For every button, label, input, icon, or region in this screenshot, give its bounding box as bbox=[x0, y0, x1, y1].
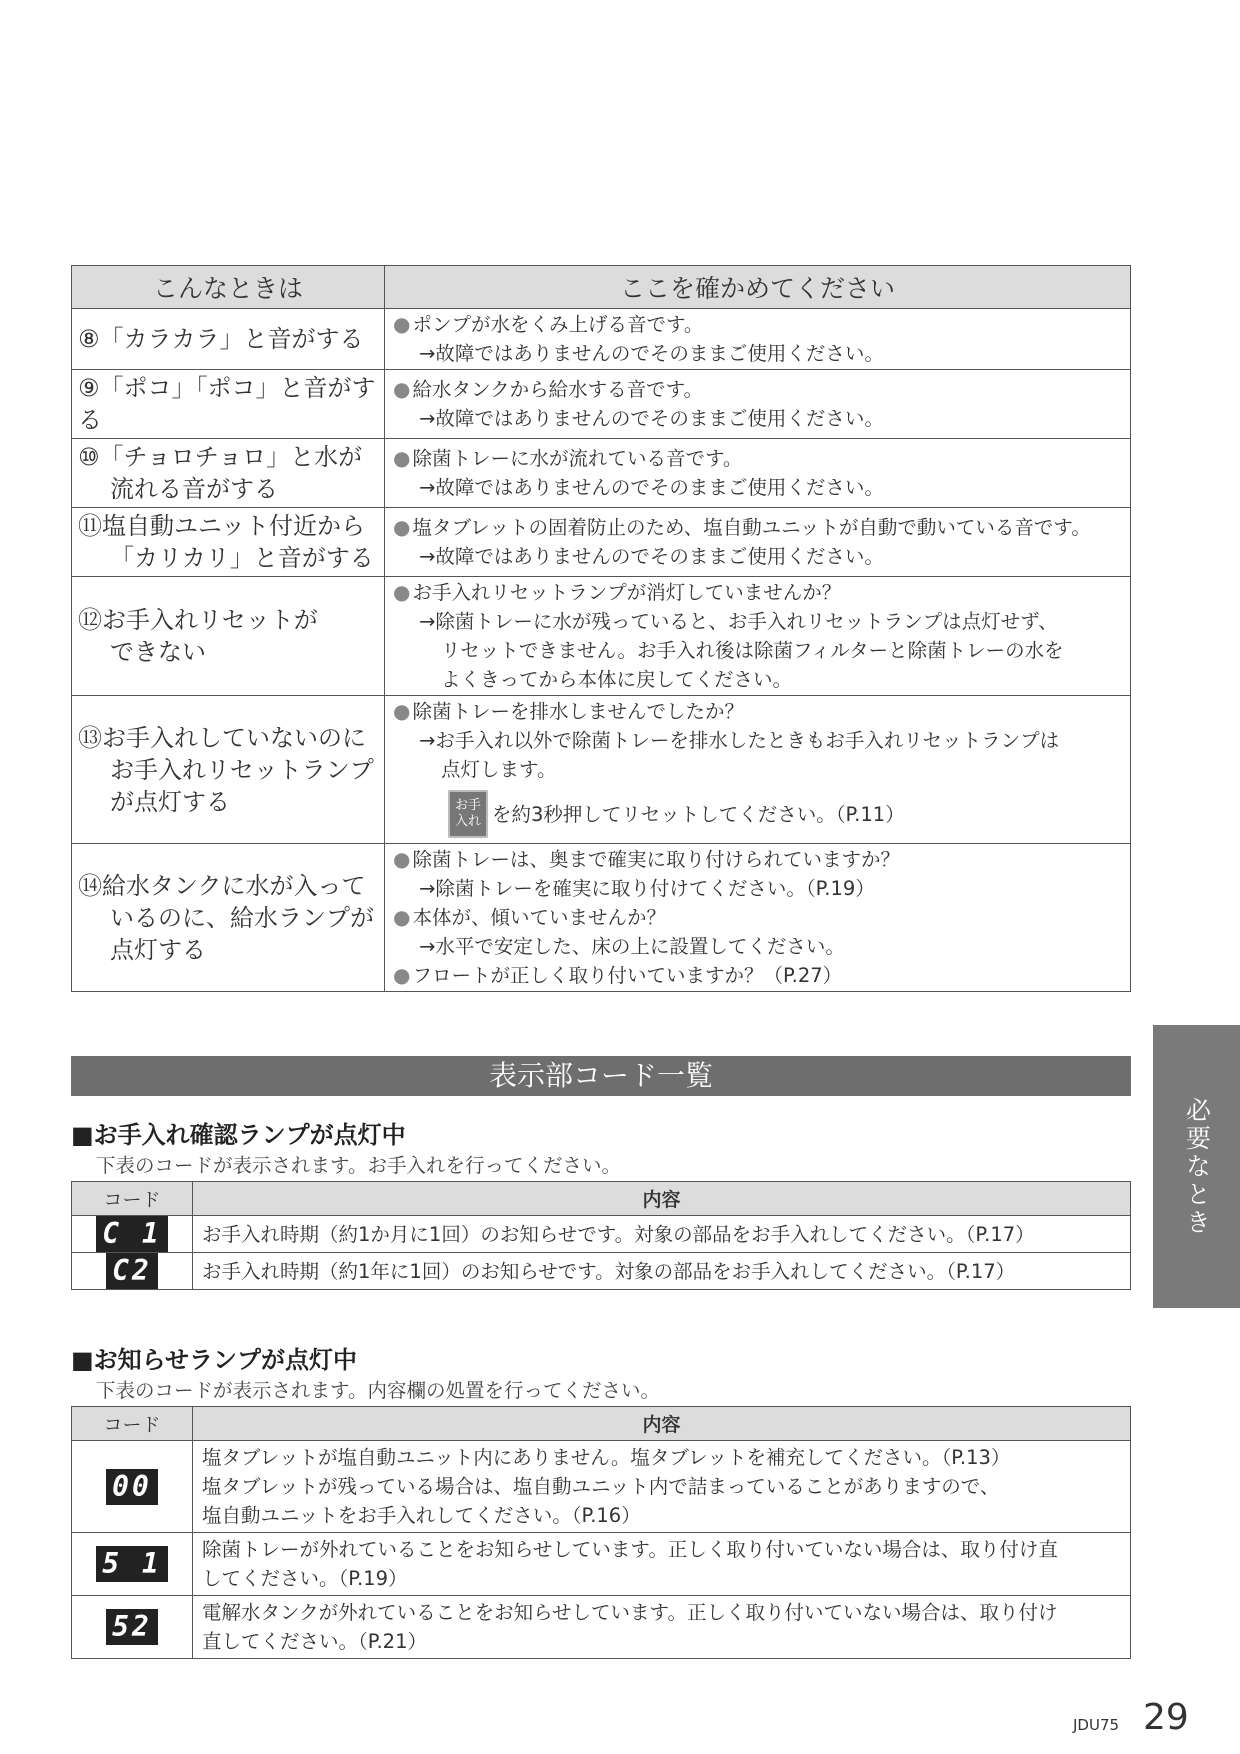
arrow-item bbox=[393, 404, 1124, 433]
check-cell bbox=[385, 844, 1131, 992]
arrow-item bbox=[393, 607, 1124, 694]
arrow-line: →故障ではありませんのでそのままご使用ください。 bbox=[419, 476, 884, 499]
code-cell bbox=[72, 1253, 193, 1290]
page-number: 29 bbox=[1143, 1697, 1189, 1738]
arrow-line: →除菌トレーを確実に取り付けてください。（P.19） bbox=[419, 877, 875, 900]
check-cell bbox=[385, 696, 1131, 844]
content-line: 直してください。（P.21） bbox=[202, 1630, 427, 1653]
symptom-cell bbox=[72, 309, 385, 370]
notice-code-table bbox=[71, 1406, 1131, 1659]
bullet-text: ポンプが水をくみ上げる音です。 bbox=[412, 313, 704, 336]
check-cell bbox=[385, 309, 1131, 370]
segment-display-code: 52 bbox=[106, 1609, 158, 1645]
bullet-text: 除菌トレーは、奥まで確実に取り付けられていますか？ bbox=[412, 848, 900, 871]
bullet-item bbox=[393, 845, 1124, 874]
bullet-icon: ● bbox=[393, 446, 411, 470]
code-cell bbox=[72, 1596, 193, 1659]
check-cell bbox=[385, 439, 1131, 508]
segment-display-code: C 1 bbox=[96, 1216, 168, 1252]
content-cell bbox=[193, 1596, 1131, 1659]
segment-display-code: 5 1 bbox=[96, 1546, 168, 1582]
bullet-icon: ● bbox=[393, 312, 411, 336]
symptom-cell bbox=[72, 370, 385, 439]
col-code: コード bbox=[72, 1182, 193, 1216]
bullet-text: 除菌トレーを排水しませんでしたか？ bbox=[412, 700, 744, 723]
content-line: お手入れ時期（約1年に1回）のお知らせです。対象の部品をお手入れしてください。（P.17） bbox=[202, 1259, 1016, 1283]
content-line: お手入れ時期（約1か月に1回）のお知らせです。対象の部品をお手入れしてください。（P.17） bbox=[202, 1222, 1035, 1246]
segment-display-code: C2 bbox=[106, 1253, 158, 1289]
check-cell bbox=[385, 508, 1131, 577]
symptom-line: 流れる音がする bbox=[110, 475, 278, 503]
table-row bbox=[72, 577, 1131, 696]
check-cell bbox=[385, 370, 1131, 439]
content-line: 除菌トレーが外れていることをお知らせしています。正しく取り付いていない場合は、取り付け直 bbox=[202, 1538, 1058, 1561]
model-number: JDU75 bbox=[1073, 1716, 1120, 1734]
arrow-line: →除菌トレーに水が残っていると、お手入れリセットランプは点灯せず、 bbox=[419, 610, 1058, 633]
symptom-line: 「カリカリ」と音がする bbox=[110, 544, 374, 572]
content-cell bbox=[193, 1253, 1131, 1290]
content-line: 塩タブレットが塩自動ユニット内にありません。塩タブレットを補充してください。（P.13） bbox=[202, 1446, 1011, 1469]
care-lamp-intro: 下表のコードが表示されます。お手入れを行ってください。 bbox=[96, 1154, 621, 1177]
care-button-label-1: お手 bbox=[454, 798, 481, 813]
bullet-icon: ● bbox=[393, 377, 411, 401]
table-row bbox=[72, 508, 1131, 577]
symptom-line: ⑨「ポコ」「ポコ」と音がする bbox=[78, 374, 376, 434]
code-row bbox=[72, 1441, 1131, 1533]
arrow-line: よくきってから本体に戻してください。 bbox=[441, 668, 793, 691]
arrow-line: →故障ではありませんのでそのままご使用ください。 bbox=[419, 342, 884, 365]
table-row bbox=[72, 696, 1131, 844]
care-button-label-2: 入れ bbox=[454, 814, 481, 829]
segment-display-code: 00 bbox=[106, 1469, 158, 1505]
check-cell bbox=[385, 577, 1131, 696]
symptom-cell bbox=[72, 696, 385, 844]
arrow-line: →故障ではありませんのでそのままご使用ください。 bbox=[419, 545, 884, 568]
symptom-line: ⑩「チョロチョロ」と水が bbox=[78, 443, 363, 471]
table-row bbox=[72, 844, 1131, 992]
bullet-icon: ● bbox=[393, 905, 411, 929]
symptom-cell bbox=[72, 577, 385, 696]
bullet-text: 塩タブレットの固着防止のため、塩自動ユニットが自動で動いている音です。 bbox=[412, 516, 1091, 539]
arrow-line: →お手入れ以外で除菌トレーを排水したときもお手入れリセットランプは bbox=[419, 729, 1060, 752]
button-instruction bbox=[393, 790, 1124, 838]
symptom-line: が点灯する bbox=[110, 787, 230, 816]
bullet-icon: ● bbox=[393, 580, 411, 604]
symptom-cell bbox=[72, 844, 385, 992]
code-cell bbox=[72, 1441, 193, 1533]
side-tab-label: 必要なとき bbox=[1182, 1096, 1212, 1237]
button-instruction-text: を約3秒押してリセットしてください。（P.11） bbox=[492, 802, 905, 826]
arrow-line: →故障ではありませんのでそのままご使用ください。 bbox=[419, 407, 884, 430]
bullet-item bbox=[393, 310, 1124, 339]
table-row bbox=[72, 370, 1131, 439]
bullet-item bbox=[393, 697, 1124, 726]
content-line: してください。（P.19） bbox=[202, 1567, 408, 1590]
arrow-item bbox=[393, 473, 1124, 502]
arrow-item bbox=[393, 874, 1124, 903]
code-row bbox=[72, 1533, 1131, 1596]
content-line: 電解水タンクが外れていることをお知らせしています。正しく取り付いていない場合は、取り付け bbox=[202, 1601, 1058, 1624]
arrow-line: →水平で安定した、床の上に設置してください。 bbox=[419, 935, 845, 958]
symptom-line: できない bbox=[110, 638, 206, 666]
code-cell bbox=[72, 1533, 193, 1596]
arrow-item bbox=[393, 542, 1124, 571]
bullet-item bbox=[393, 961, 1124, 990]
symptom-cell bbox=[72, 439, 385, 508]
content-cell bbox=[193, 1533, 1131, 1596]
care-lamp-heading: ■お手入れ確認ランプが点灯中 bbox=[71, 1121, 406, 1149]
symptom-line: お手入れリセットランプ bbox=[110, 755, 374, 784]
bullet-item bbox=[393, 513, 1124, 542]
content-cell bbox=[193, 1216, 1131, 1253]
notice-lamp-heading: ■お知らせランプが点灯中 bbox=[71, 1346, 357, 1374]
care-button-icon bbox=[448, 790, 488, 838]
symptom-line: ⑧「カラカラ」と音がする bbox=[78, 325, 364, 353]
code-cell bbox=[72, 1216, 193, 1253]
content-line: 塩タブレットが残っている場合は、塩自動ユニット内で詰まっていることがありますので、 bbox=[202, 1475, 1000, 1498]
bullet-icon: ● bbox=[393, 515, 411, 539]
header-symptom: こんなときは bbox=[72, 266, 385, 309]
bullet-item bbox=[393, 444, 1124, 473]
arrow-item bbox=[393, 932, 1124, 961]
troubleshooting-table bbox=[71, 265, 1131, 992]
bullet-icon: ● bbox=[393, 847, 411, 871]
header-check: ここを確かめてください bbox=[385, 266, 1131, 309]
bullet-text: フロートが正しく取り付いていますか？（P.27） bbox=[412, 964, 843, 987]
section-title-bar: 表示部コード一覧 bbox=[71, 1056, 1131, 1096]
arrow-line: リセットできません。お手入れ後は除菌フィルターと除菌トレーの水を bbox=[441, 639, 1064, 662]
symptom-line: いるのに、給水ランプが bbox=[110, 903, 374, 932]
bullet-item bbox=[393, 903, 1124, 932]
code-row bbox=[72, 1216, 1131, 1253]
bullet-text: 本体が、傾いていませんか？ bbox=[412, 906, 666, 929]
arrow-item bbox=[393, 726, 1124, 784]
bullet-icon: ● bbox=[393, 699, 411, 723]
col-code: コード bbox=[72, 1407, 193, 1441]
table-row bbox=[72, 439, 1131, 508]
symptom-line: ⑫お手入れリセットが bbox=[78, 606, 318, 634]
notice-lamp-intro: 下表のコードが表示されます。内容欄の処置を行ってください。 bbox=[96, 1379, 660, 1402]
bullet-item bbox=[393, 578, 1124, 607]
symptom-cell bbox=[72, 508, 385, 577]
bullet-text: 給水タンクから給水する音です。 bbox=[412, 378, 704, 401]
bullet-text: 除菌トレーに水が流れている音です。 bbox=[412, 447, 743, 470]
symptom-line: ⑭給水タンクに水が入って bbox=[78, 871, 366, 900]
care-code-table bbox=[71, 1181, 1131, 1290]
side-tab bbox=[1153, 1025, 1240, 1308]
bullet-text: お手入れリセットランプが消灯していませんか？ bbox=[412, 581, 842, 604]
bullet-item bbox=[393, 375, 1124, 404]
table-row bbox=[72, 309, 1131, 370]
col-content: 内容 bbox=[193, 1182, 1131, 1216]
arrow-item bbox=[393, 339, 1124, 368]
symptom-line: 点灯する bbox=[110, 935, 206, 964]
code-row bbox=[72, 1596, 1131, 1659]
bullet-icon: ● bbox=[393, 963, 411, 987]
code-row bbox=[72, 1253, 1131, 1290]
content-cell bbox=[193, 1441, 1131, 1533]
col-content: 内容 bbox=[193, 1407, 1131, 1441]
arrow-line: 点灯します。 bbox=[441, 758, 557, 781]
symptom-line: ⑪塩自動ユニット付近から bbox=[78, 512, 366, 540]
symptom-line: ⑬お手入れしていないのに bbox=[78, 723, 366, 752]
content-line: 塩自動ユニットをお手入れしてください。（P.16） bbox=[202, 1504, 641, 1527]
